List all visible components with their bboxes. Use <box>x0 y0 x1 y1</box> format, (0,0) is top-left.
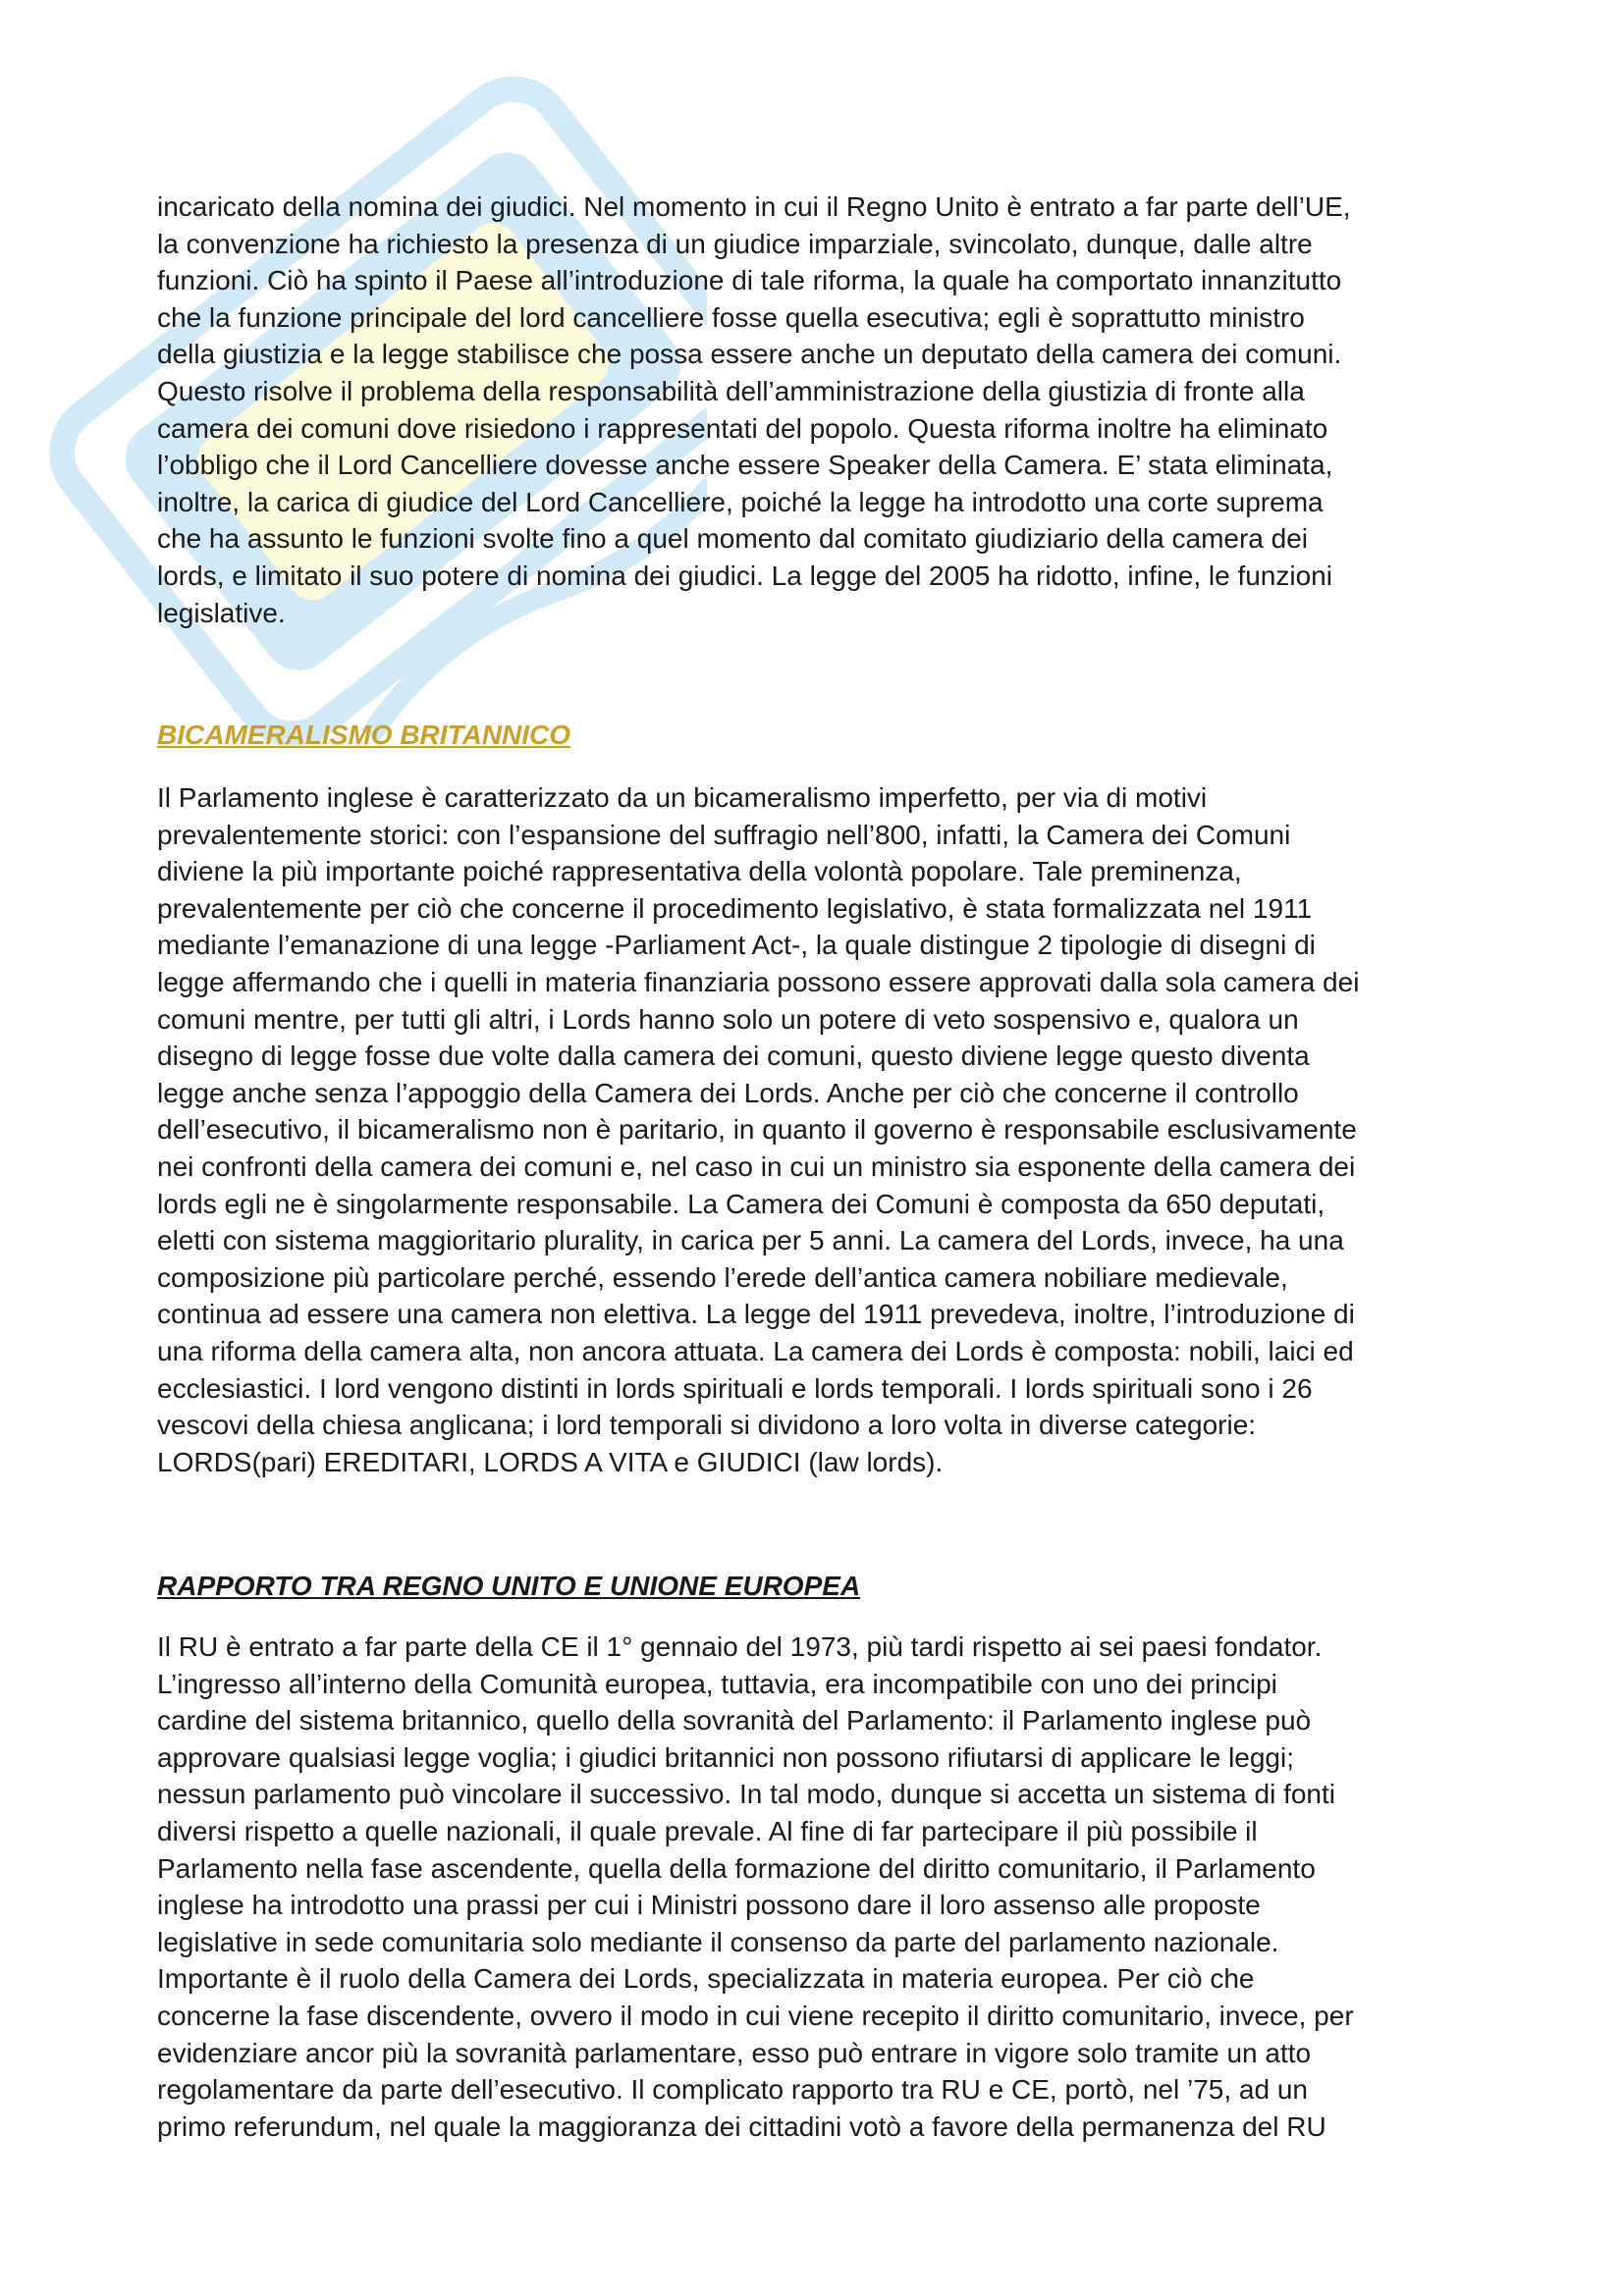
heading-rapporto-ru-ue: RAPPORTO TRA REGNO UNITO E UNIONE EUROPEA <box>157 1571 861 1601</box>
paragraph-bicameralismo: Il Parlamento inglese è caratterizzato da un bicameralismo imperfetto, per via di motivi prevalentemente storici: con l’espansione del suffragio nell’800, infatti, la Camera dei Comuni diviene la più importante poiché rappresentativa della volontà popolare. Tale preminenza, prevalentemente per ciò che concerne il procedimento legislativo, è stata formalizzata nel 1911 mediante l’emanazione di una legge -Parliament Act-, la quale distingue 2 tipologie di disegni di legge affermando che i quelli in materia finanziaria possono essere approvati dalla sola camera dei comuni mentre, per tutti gli altri, i Lords hanno solo un potere di veto sospensivo e, qualora un disegno di legge fosse due volte dalla camera dei comuni, questo diviene legge questo diventa legge anche senza l’appoggio della Camera dei Lords. Anche per ciò che concerne il controllo dell’esecutivo, il bicameralismo non è paritario, in quanto il governo è responsabile esclusivamente nei confronti della camera dei comuni e, nel caso in cui un ministro sia esponente della camera dei lords egli ne è singolarmente responsabile. La Camera dei Comuni è composta da 650 deputati, eletti con sistema maggioritario plurality, in carica per 5 anni. La camera del Lords, invece, ha una composizione più particolare perché, essendo l’erede dell’antica camera nobiliare medievale, continua ad essere una camera non elettiva. La legge del 1911 prevedeva, inoltre, l’introduzione di una riforma della camera alta, non ancora attuata. La camera dei Lords è composta: nobili, laici ed ecclesiastici. I lord vengono distinti in lords spirituali e lords temporali. I lords spirituali sono i 26 vescovi della chiesa anglicana; i lord temporali si dividono a loro volta in diverse categorie: LORDS(pari) EREDITARI, LORDS A VITA e GIUDICI (law lords). <box>157 782 1360 1477</box>
paragraph-rapporto-ru-ue: Il RU è entrato a far parte della CE il 1° gennaio del 1973, più tardi rispetto ai sei paesi fondator. L’ingresso all’interno della Comunità europea, tuttavia, era incompatibile con uno dei principi cardine del sistema britannico, quello della sovranità del Parlamento: il Parlamento inglese può approvare qualsiasi legge voglia; i giudici britannici non possono rifiutarsi di applicare le leggi; nessun parlamento può vincolare il successivo. In tal modo, dunque si accetta un sistema di fonti diversi rispetto a quelle nazionali, il quale prevale. Al fine di far partecipare il più possibile il Parlamento nella fase ascendente, quella della formazione del diritto comunitario, il Parlamento inglese ha introdotto una prassi per cui i Ministri possono dare il loro assenso alle proposte legislative in sede comunitaria solo mediante il consenso da parte del parlamento nazionale. Importante è il ruolo della Camera dei Lords, specializzata in materia europea. Per ciò che concerne la fase discendente, ovvero il modo in cui viene recepito il diritto comunitario, invece, per evidenziare ancor più la sovranità parlamentare, esso può entrare in vigore solo tramite un atto regolamentare da parte dell’esecutivo. Il complicato rapporto tra RU e CE, portò, nel ’75, ad un primo referundum, nel quale la maggioranza dei cittadini votò a favore della permanenza del RU <box>157 1631 1354 2142</box>
heading-bicameralismo-britannico: BICAMERALISMO BRITANNICO <box>157 720 571 750</box>
paragraph-lord-cancelliere: incaricato della nomina dei giudici. Nel momento in cui il Regno Unito è entrato a far parte dell’UE, la convenzione ha richiesto la presenza di un giudice imparziale, svincolato, dunque, dalle altre funzioni. Ciò ha spinto il Paese all’introduzione di tale riforma, la quale ha comportato innanzitutto che la funzione principale del lord cancelliere fosse quella esecutiva; egli è soprattutto ministro della giustizia e la legge stabilisce che possa essere anche un deputato della camera dei comuni. Questo risolve il problema della responsabilità dell’amministrazione della giustizia di fronte alla camera dei comuni dove risiedono i rappresentati del popolo. Questa riforma inoltre ha eliminato l’obbligo che il Lord Cancelliere dovesse anche essere Speaker della Camera. E’ stata eliminata, inoltre, la carica di giudice del Lord Cancelliere, poiché la legge ha introdotto una corte suprema che ha assunto le funzioni svolte fino a quel momento dal comitato giudiziario della camera dei lords, e limitato il suo potere di nomina dei giudici. La legge del 2005 ha ridotto, infine, le funzioni legislative. <box>157 191 1351 628</box>
